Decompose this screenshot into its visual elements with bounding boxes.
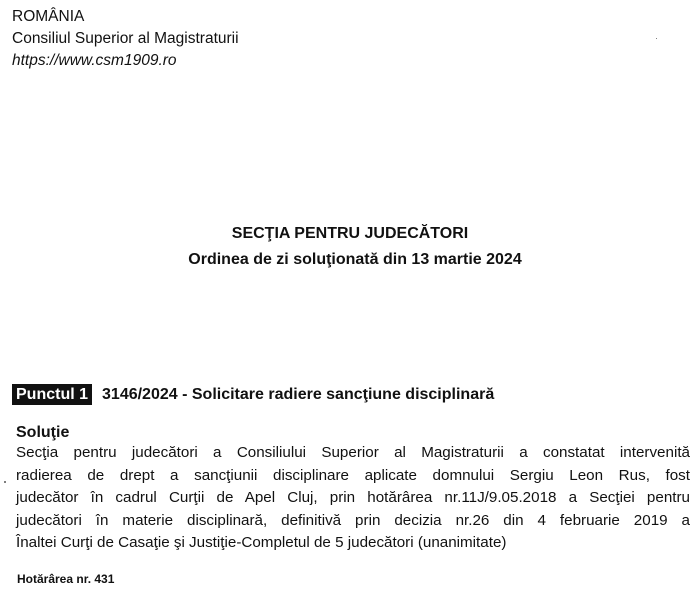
point-badge: Punctul 1 bbox=[12, 384, 92, 405]
institution-url: https://www.csm1909.ro bbox=[12, 52, 177, 69]
section-title: SECŢIA PENTRU JUDECĂTORI bbox=[231, 225, 469, 242]
scan-speck bbox=[656, 38, 657, 39]
scan-speck bbox=[4, 481, 6, 483]
country-name: ROMÂNIA bbox=[12, 8, 85, 25]
point-subject: 3146/2024 - Solicitare radiere sancţiune disciplinară bbox=[102, 386, 495, 403]
solution-line: Înaltei Curţi de Casaţie şi Justiţie-Completul de 5 judecători (unanimitate) bbox=[16, 534, 507, 551]
document-title bbox=[0, 221, 700, 273]
document-header bbox=[12, 6, 239, 72]
agenda-title: Ordinea de zi soluţionată din 13 martie 2024 bbox=[188, 251, 522, 268]
decision-number: Hotărârea nr. 431 bbox=[17, 572, 115, 586]
solution-paragraph bbox=[16, 442, 690, 555]
solution-line: radierea de drept a sancţiunii disciplinare aplicate domnului Sergiu Leon Rus, fost bbox=[16, 466, 690, 484]
solution-line: judecători în materie disciplinară, definitivă prin decizia nr.26 din 4 februarie 2019 a bbox=[16, 511, 690, 529]
solution-line: Secţia pentru judecători a Consiliului Superior al Magistraturii a constatat intervenită bbox=[16, 444, 690, 461]
solution-label: Soluţie bbox=[16, 424, 70, 441]
solution-line: judecător în cadrul Curţii de Apel Cluj, prin hotărârea nr.11J/9.05.2018 a Secţiei pentru bbox=[16, 489, 690, 506]
agenda-point-heading bbox=[12, 384, 494, 406]
institution-name: Consiliul Superior al Magistraturii bbox=[12, 30, 239, 47]
